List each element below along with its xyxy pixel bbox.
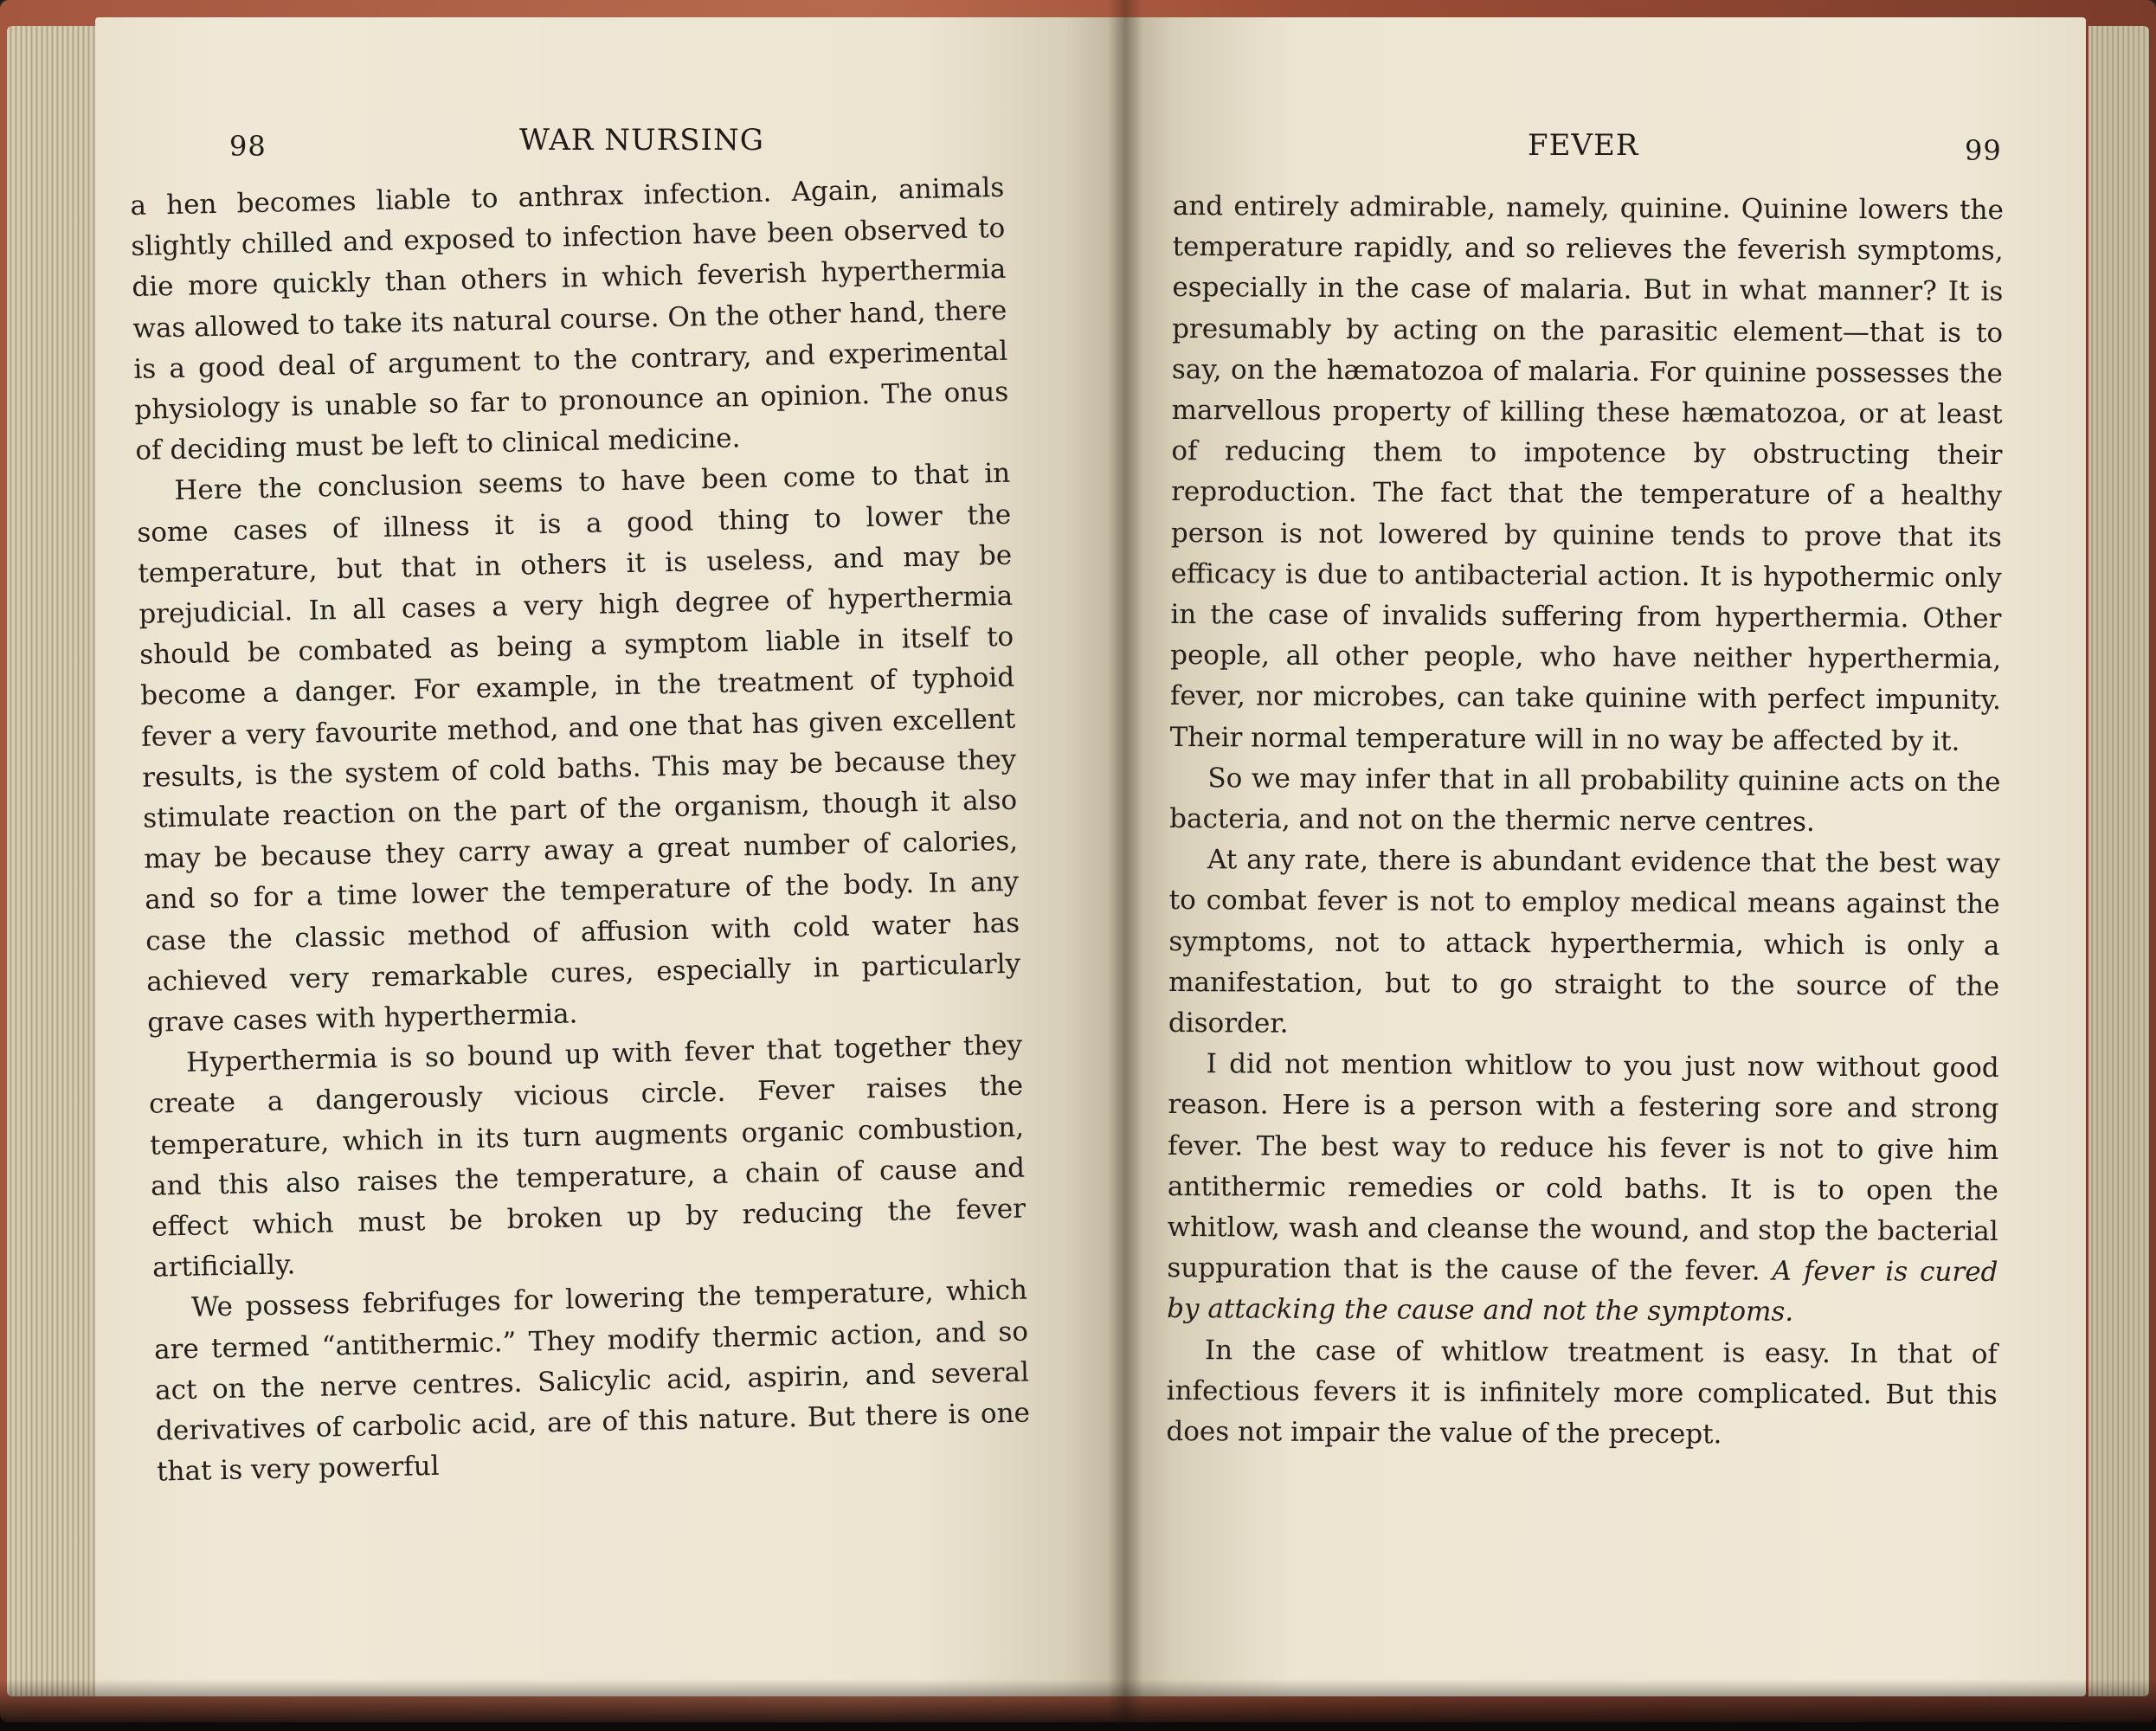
left-paragraph: a hen becomes liable to anthrax infection. Again, animals slightly chilled and exposed to infection have been observed to die more quickly than others in which feverish hyperthermia was allowed to take its natural course. On the other hand, there is a good deal of argument to the contrary, and experimental physiology is unable so far to pronounce an opinion. The onus of deciding must be left to clinical medicine. (130, 171, 1009, 467)
right-paragraph-whitlow-text: I did not mention whitlow to you just now without good reason. Here is a person with a festering sore and strong fever. The best way to reduce his fever is not to give him antithermic remedies or cold baths. It is to open the whitlow, wash and cleanse the wound, and stop the bacterial suppuration that is the cause of the fever. (1167, 1048, 1999, 1287)
left-paragraph: Hyperthermia is so bound up with fever that together they create a dangerously vicious circle. Fever raises the temperature, which in its turn augments organic combustion, and this also raises the temperature, a chain of cause and effect which must be broken up by reducing the fever artificially. (148, 1029, 1027, 1284)
right-paragraph: So we may infer that in all probability quinine acts on the bacteria, and not on the thermic nerve centres. (1169, 763, 2001, 838)
left-page-number: 98 (229, 130, 267, 163)
book-gutter (1108, 0, 1142, 1731)
right-paragraph-whitlow (1167, 1044, 1999, 1334)
bottom-shadow (0, 1679, 2156, 1731)
right-page-edges (2088, 26, 2149, 1696)
left-running-head: WAR NURSING (519, 123, 764, 158)
left-paragraph: We possess febrifuges for lowering the temperature, which are termed “antithermic.” They modify thermic action, and so act on the nerve centres. Salicylic acid, aspirin, and several derivatives of carbolic acid, are of this nature. But there is one that is very powerful (153, 1275, 1031, 1488)
right-running-head: FEVER (1528, 128, 1639, 163)
left-paragraph: Here the conclusion seems to have been come to that in some cases of illness it is a good thing to lower the temperature, but that in others it is useless, and may be prejudicial. In all cases a very high degree of hyperthermia should be combated as being a symptom liable in itself to become a danger. For example, in the treatment of typhoid fever a very favourite method, and one that has given excellent results, is the system of cold baths. This may be because they stimulate reaction on the part of the organism, though it also may be because they carry away a great number of calories, and so for a time lower the temperature of the body. In any case the classic method of affusion with cold water has achieved very remarkable cures, especially in particularly grave cases with hyperthermia. (137, 458, 1021, 1039)
italic-precept: A fever is cured by attacking the cause and not the symptoms. (1167, 1255, 1998, 1329)
right-paragraph: and entirely admirable, namely, quinine. Quinine lowers the temperature rapidly, and so relieves the feverish symptoms, especially in the case of malaria. But in what manner? It is presumably by acting on the parasitic element—that is to say, on the hæmatozoa of malaria. For quinine possesses the marvellous property of killing these hæmatozoa, or at least of reducing them to impotence by obstructing their reproduction. The fact that the temperature of a healthy person is not lowered by quinine tends to prove that its efficacy is due to antibacterial action. It is hypothermic only in the case of invalids suffering from hyperthermia. Other people, all other people, who have neither hyperthermia, fever, nor microbes, can take quinine with perfect impunity. Their normal temperature will in no way be affected by it. (1169, 190, 2004, 757)
right-paragraph: In the case of whitlow treatment is easy. In that of infectious fevers it is infinitely more complicated. But this does not impair the value of the precept. (1166, 1334, 1998, 1451)
right-page-number: 99 (1965, 134, 2002, 167)
right-paragraph: At any rate, there is abundant evidence that the best way to combat fever is not to employ medical means against the symptoms, not to attack hyperthermia, which is only a manifestation, but to go straight to the source of the disorder. (1168, 844, 2001, 1039)
left-page-body (130, 168, 1031, 1493)
right-page-body (1166, 186, 2004, 1457)
